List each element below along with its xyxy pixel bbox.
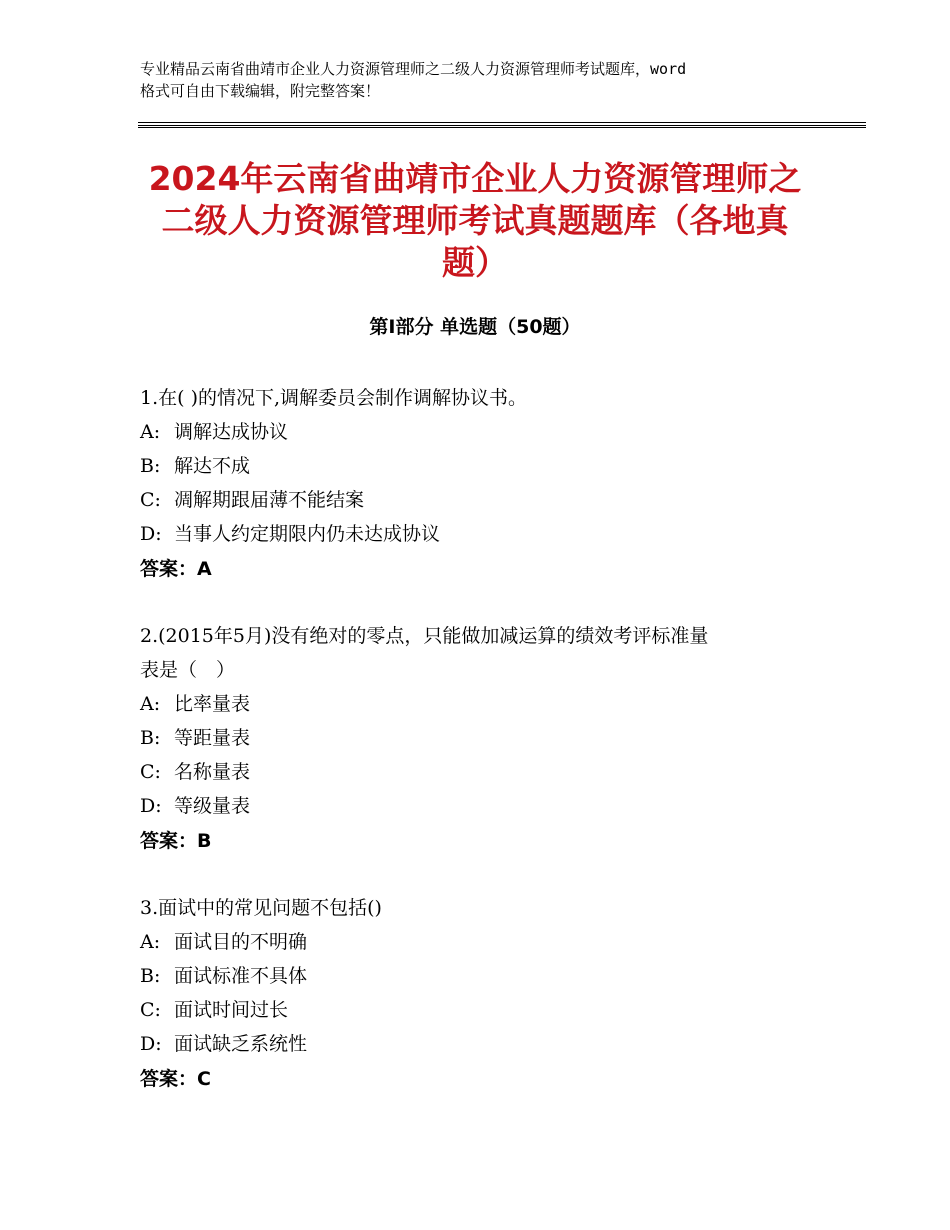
section-heading: 第Ⅰ部分 单选题（50题）	[369, 316, 581, 338]
option-text: 名称量表	[174, 761, 251, 783]
option-text: 面试目的不明确	[174, 931, 308, 953]
question-stem: 1.在( )的情况下,调解委员会制作调解协议书。	[140, 387, 528, 409]
header-note	[140, 58, 830, 102]
answer-line: 答案：B	[140, 830, 212, 852]
question-stem-continued: 表是（ ）	[140, 659, 236, 681]
option-b	[140, 959, 820, 993]
option-c	[140, 483, 820, 517]
question-stem: 2.(2015年5月)没有绝对的零点，只能做加减运算的绩效考评标准量	[140, 625, 709, 647]
option-a	[140, 925, 820, 959]
option-text: 面试标准不具体	[174, 965, 308, 987]
option-letter: A:	[140, 421, 161, 443]
answer-line: 答案：A	[140, 558, 212, 580]
option-d	[140, 789, 820, 823]
title-line-1: 2024年云南省曲靖市企业人力资源管理师之	[148, 159, 802, 198]
option-letter: D:	[140, 1033, 162, 1055]
option-letter: D:	[140, 523, 162, 545]
option-text: 调解达成协议	[174, 421, 289, 443]
option-d	[140, 1027, 820, 1061]
question-2	[140, 619, 820, 859]
question-3	[140, 891, 820, 1097]
document-title	[130, 158, 820, 284]
question-1	[140, 381, 820, 587]
option-letter: C:	[140, 489, 161, 511]
option-b	[140, 449, 820, 483]
title-line-2: 二级人力资源管理师考试真题题库（各地真	[161, 201, 789, 240]
option-text: 面试缺乏系统性	[174, 1033, 308, 1055]
title-line-3: 题）	[442, 243, 508, 282]
answer-line: 答案：C	[140, 1068, 211, 1090]
option-letter: B:	[140, 455, 161, 477]
option-text: 凋解期跟届薄不能结案	[174, 489, 365, 511]
option-letter: A:	[140, 931, 161, 953]
option-a	[140, 415, 820, 449]
option-a	[140, 687, 820, 721]
option-c	[140, 993, 820, 1027]
option-b	[140, 721, 820, 755]
option-letter: C:	[140, 999, 161, 1021]
option-c	[140, 755, 820, 789]
option-text: 解达不成	[174, 455, 251, 477]
header-note-line-1: 专业精品云南省曲靖市企业人力资源管理师之二级人力资源管理师考试题库，word	[140, 60, 687, 78]
option-text: 等级量表	[174, 795, 251, 817]
option-letter: A:	[140, 693, 161, 715]
option-d	[140, 517, 820, 551]
option-text: 面试时间过长	[174, 999, 289, 1021]
option-text: 比率量表	[174, 693, 251, 715]
option-text: 等距量表	[174, 727, 251, 749]
question-stem: 3.面试中的常见问题不包括()	[140, 897, 382, 919]
header-divider	[138, 122, 866, 128]
option-letter: B:	[140, 965, 161, 987]
option-letter: C:	[140, 761, 161, 783]
option-text: 当事人约定期限内仍未达成协议	[174, 523, 441, 545]
option-letter: B:	[140, 727, 161, 749]
header-note-line-2: 格式可自由下载编辑，附完整答案！	[140, 82, 381, 100]
option-letter: D:	[140, 795, 162, 817]
